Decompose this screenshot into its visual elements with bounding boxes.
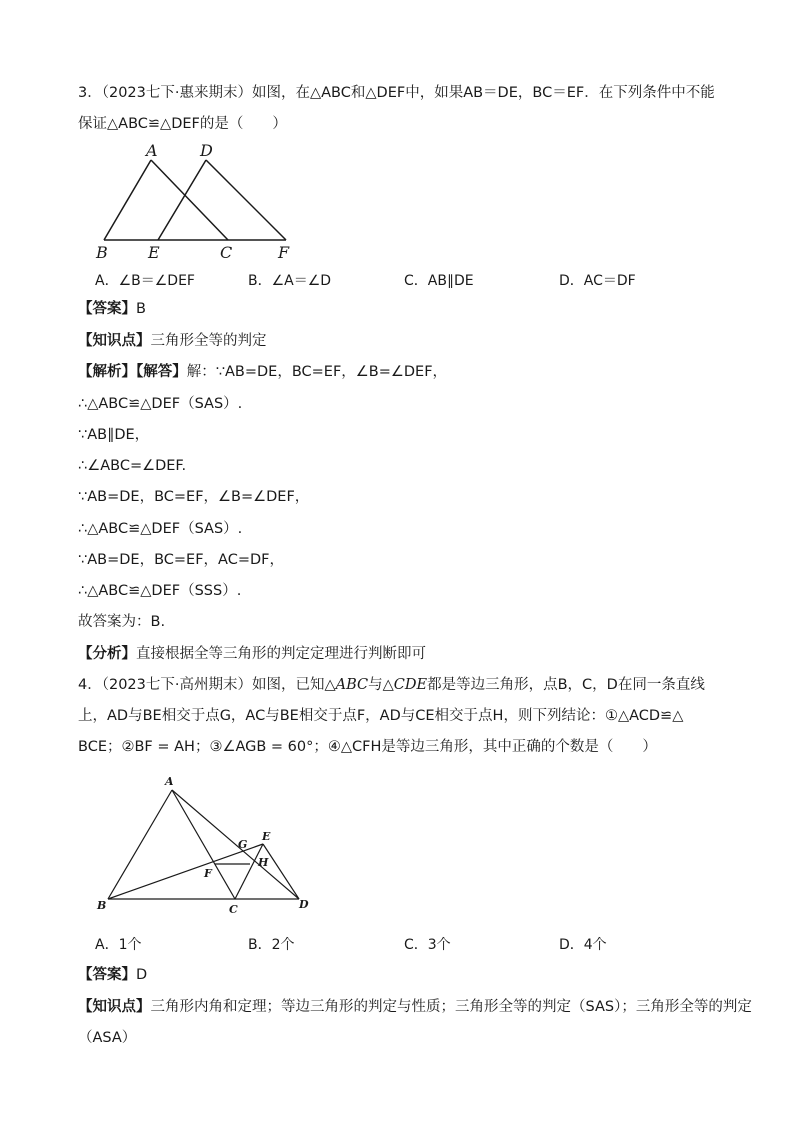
q4-stem-line2: 上，AD与BE相交于点G，AC与BE相交于点F，AD与CE相交于点H，则下列结论：①△ACD≌△ <box>78 708 684 724</box>
q4-label-g: G <box>238 838 248 851</box>
knowledge-tag: 【知识点】 <box>78 999 151 1015</box>
q3-step-8: 故答案为：B. <box>78 614 166 630</box>
q4-label-c: C <box>229 903 238 916</box>
q3-option-c[interactable]: C．AB∥DE <box>404 273 474 289</box>
q4-label-e: E <box>262 830 271 843</box>
q4-segment-ad <box>172 790 299 899</box>
q4-options <box>0 934 794 954</box>
q4-label-f: F <box>204 867 212 880</box>
q4-answer <box>78 965 147 985</box>
q3-option-d[interactable]: D．AC＝DF <box>559 273 636 289</box>
q4-label-b: B <box>97 899 107 912</box>
q3-label-b: B <box>96 243 108 262</box>
q4-abc: ABC <box>335 677 369 693</box>
q4-segment-ab <box>108 790 172 899</box>
answer-value: D <box>136 967 148 983</box>
q4-stem-line1 <box>78 675 705 695</box>
q4-stem-prefix: 4．（2023七下·高州期末）如图，已知△ <box>78 677 336 693</box>
q3-step-2: ∵AB∥DE， <box>78 427 150 443</box>
q3-analysis <box>78 362 447 382</box>
answer-value: B <box>136 301 146 317</box>
q3-segment-ac <box>151 160 228 240</box>
q3-knowledge <box>78 331 267 351</box>
q3-answer <box>78 299 146 319</box>
analysis-tag: 【解析】【解答】 <box>78 364 187 380</box>
q4-knowledge-line1 <box>78 997 752 1017</box>
q4-option-d[interactable]: D．4个 <box>559 937 607 953</box>
q3-figure <box>90 138 310 264</box>
q4-label-a: A <box>165 775 174 788</box>
q3-option-b[interactable]: B．∠A＝∠D <box>248 273 332 289</box>
q3-step-7: ∴△ABC≌△DEF（SSS）. <box>78 583 242 599</box>
answer-tag: 【答案】 <box>78 301 136 317</box>
q4-segment-ed <box>263 844 299 899</box>
q4-figure <box>90 770 330 920</box>
knowledge-text: 三角形全等的判定 <box>150 333 267 349</box>
q3-label-e: E <box>148 243 160 262</box>
fenxi-tag: 【分析】 <box>78 646 136 662</box>
q4-option-a[interactable]: A．1个 <box>95 937 142 953</box>
q4-label-d: D <box>299 898 309 911</box>
q4-stem-suffix: 都是等边三角形，点B，C，D在同一条直线 <box>427 677 705 693</box>
q3-option-a[interactable]: A．∠B＝∠DEF <box>95 273 195 289</box>
q4-option-c[interactable]: C．3个 <box>404 937 451 953</box>
q3-step-3: ∴∠ABC=∠DEF. <box>78 458 187 474</box>
q3-segment-ed <box>158 160 206 240</box>
q3-stem-line1: 3．（2023七下·惠来期末）如图，在△ABC和△DEF中，如果AB＝DE，BC＝EF．在下列条件中不能 <box>78 85 715 101</box>
q3-step-6: ∵AB=DE，BC=EF，AC=DF， <box>78 552 284 568</box>
q3-label-f: F <box>278 243 290 262</box>
q3-options <box>0 270 794 290</box>
q4-knowledge-line2: （ASA） <box>78 1030 137 1046</box>
q4-yu: 与△ <box>368 677 394 693</box>
q3-label-a: A <box>146 141 158 160</box>
q4-stem-line3: BCE；②BF = AH；③∠AGB = 60°；④△CFH是等边三角形，其中正确的个数是（ ） <box>78 739 657 755</box>
q4-segment-ac <box>172 790 235 899</box>
q4-cde: CDE <box>393 677 428 693</box>
answer-tag: 【答案】 <box>78 967 136 983</box>
fenxi-text: 直接根据全等三角形的判定定理进行判断即可 <box>136 646 426 662</box>
q4-label-h: H <box>258 856 269 869</box>
q3-label-c: C <box>220 243 233 262</box>
q4-option-b[interactable]: B．2个 <box>248 937 295 953</box>
knowledge-tag: 【知识点】 <box>78 333 151 349</box>
q3-label-d: D <box>200 141 213 160</box>
q3-fenxi <box>78 644 426 664</box>
q3-stem-line2: 保证△ABC≌△DEF的是（ ） <box>78 116 287 132</box>
knowledge-text: 三角形内角和定理；等边三角形的判定与性质；三角形全等的判定（SAS）；三角形全等的判定 <box>150 999 752 1015</box>
analysis-first-line: 解：∵AB=DE，BC=EF，∠B=∠DEF， <box>186 364 448 380</box>
q3-segment-ab <box>104 160 151 240</box>
q3-step-4: ∵AB=DE，BC=EF，∠B=∠DEF， <box>78 489 310 505</box>
q3-step-5: ∴△ABC≌△DEF（SAS）. <box>78 521 243 537</box>
q3-segment-df <box>206 160 286 240</box>
q3-step-1: ∴△ABC≌△DEF（SAS）. <box>78 396 243 412</box>
